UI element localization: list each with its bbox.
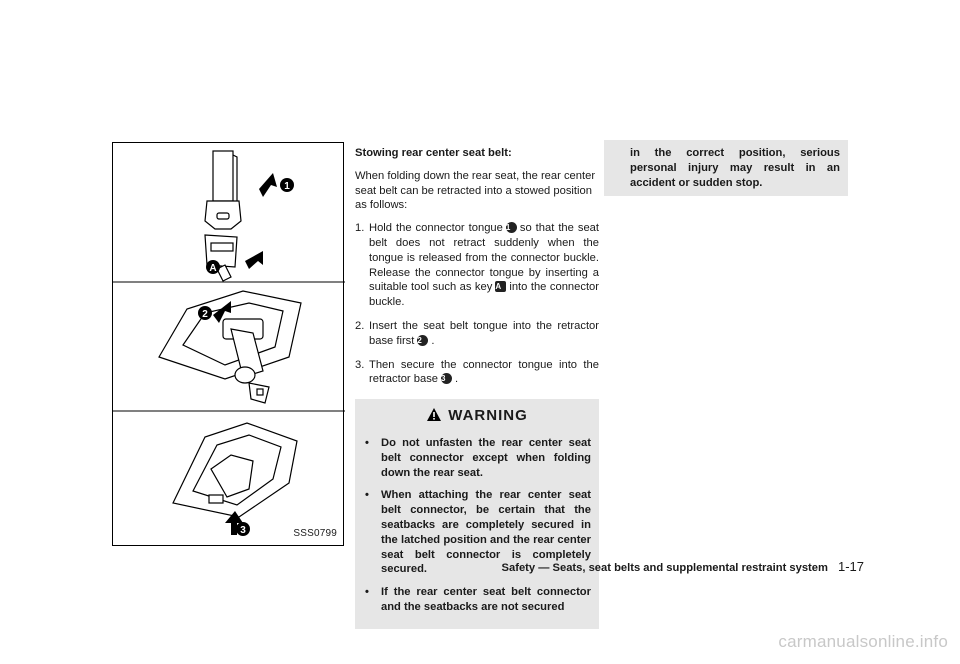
- warning-continued-text: in the correct position, serious personal injury may result in an accident or sudden stop.: [630, 147, 840, 189]
- svg-text:2: 2: [202, 309, 208, 320]
- figure-code: SSS0799: [293, 528, 337, 539]
- label-3: [236, 522, 250, 536]
- warning-list: [363, 436, 591, 615]
- step-number: 2.: [355, 319, 365, 332]
- label-a: [206, 260, 220, 274]
- callout-a-icon: A: [495, 281, 506, 292]
- figure-panel: [112, 142, 344, 546]
- footer-section-title: Safety — Seats, seat belts and supplemental restraint system: [501, 562, 828, 574]
- warning-item: • If the rear center seat belt connector and the seatbacks are not secured: [363, 585, 591, 615]
- warning-item: • When attaching the rear center seat belt connector, be certain that the seatbacks are completely secured in the latched position and the rear center seat belt connector is completely secured.: [363, 488, 591, 577]
- panel-stowed-connector: [173, 423, 297, 517]
- arrow-a-icon: [245, 251, 263, 269]
- steps-list: [355, 221, 599, 387]
- svg-text:1: 1: [284, 181, 290, 192]
- callout-1-icon: 1: [506, 222, 517, 233]
- warning-box-continued: [604, 140, 848, 196]
- step-text: Insert the seat belt tongue into the retractor base first 2 .: [369, 319, 599, 347]
- label-2: [198, 306, 212, 320]
- step-number: 3.: [355, 358, 365, 371]
- page-footer: [502, 559, 864, 574]
- warning-triangle-icon: [426, 407, 442, 426]
- callout-3-icon: 3: [441, 373, 452, 384]
- label-1: [280, 178, 294, 192]
- step-item: [355, 358, 599, 388]
- step-number: 1.: [355, 222, 365, 235]
- section-intro: When folding down the rear seat, the rear center seat belt can be retracted into a stowed position as follows:: [355, 169, 596, 212]
- instruction-column: [355, 146, 599, 629]
- step-text: Then secure the connector tongue into the retractor base 3 .: [369, 358, 599, 386]
- callout-2-icon: 2: [417, 335, 428, 346]
- step-item: [355, 319, 599, 349]
- section-heading: Stowing rear center seat belt:: [355, 147, 512, 159]
- step-text: Hold the connector tongue 1 so that the seat belt does not retract suddenly when the tongue is released from the connector buckle. Release the connector tongue by inserting a suitable tool such as key A into the connector buckle.: [369, 222, 600, 309]
- step-item: [355, 221, 599, 310]
- seat-belt-illustration: [113, 143, 345, 547]
- warning-item: • Do not unfasten the rear center seat belt connector except when folding down the rear seat.: [363, 436, 591, 480]
- page-number: 1-17: [837, 559, 864, 574]
- svg-text:3: 3: [240, 525, 246, 536]
- warning-box: [355, 399, 599, 629]
- arrow-1-icon: [259, 173, 277, 197]
- warning-title: WARNING: [363, 407, 591, 426]
- watermark: carmanualsonline.info: [778, 632, 948, 651]
- svg-text:A: A: [209, 263, 217, 274]
- warning-continued-column: [604, 146, 848, 196]
